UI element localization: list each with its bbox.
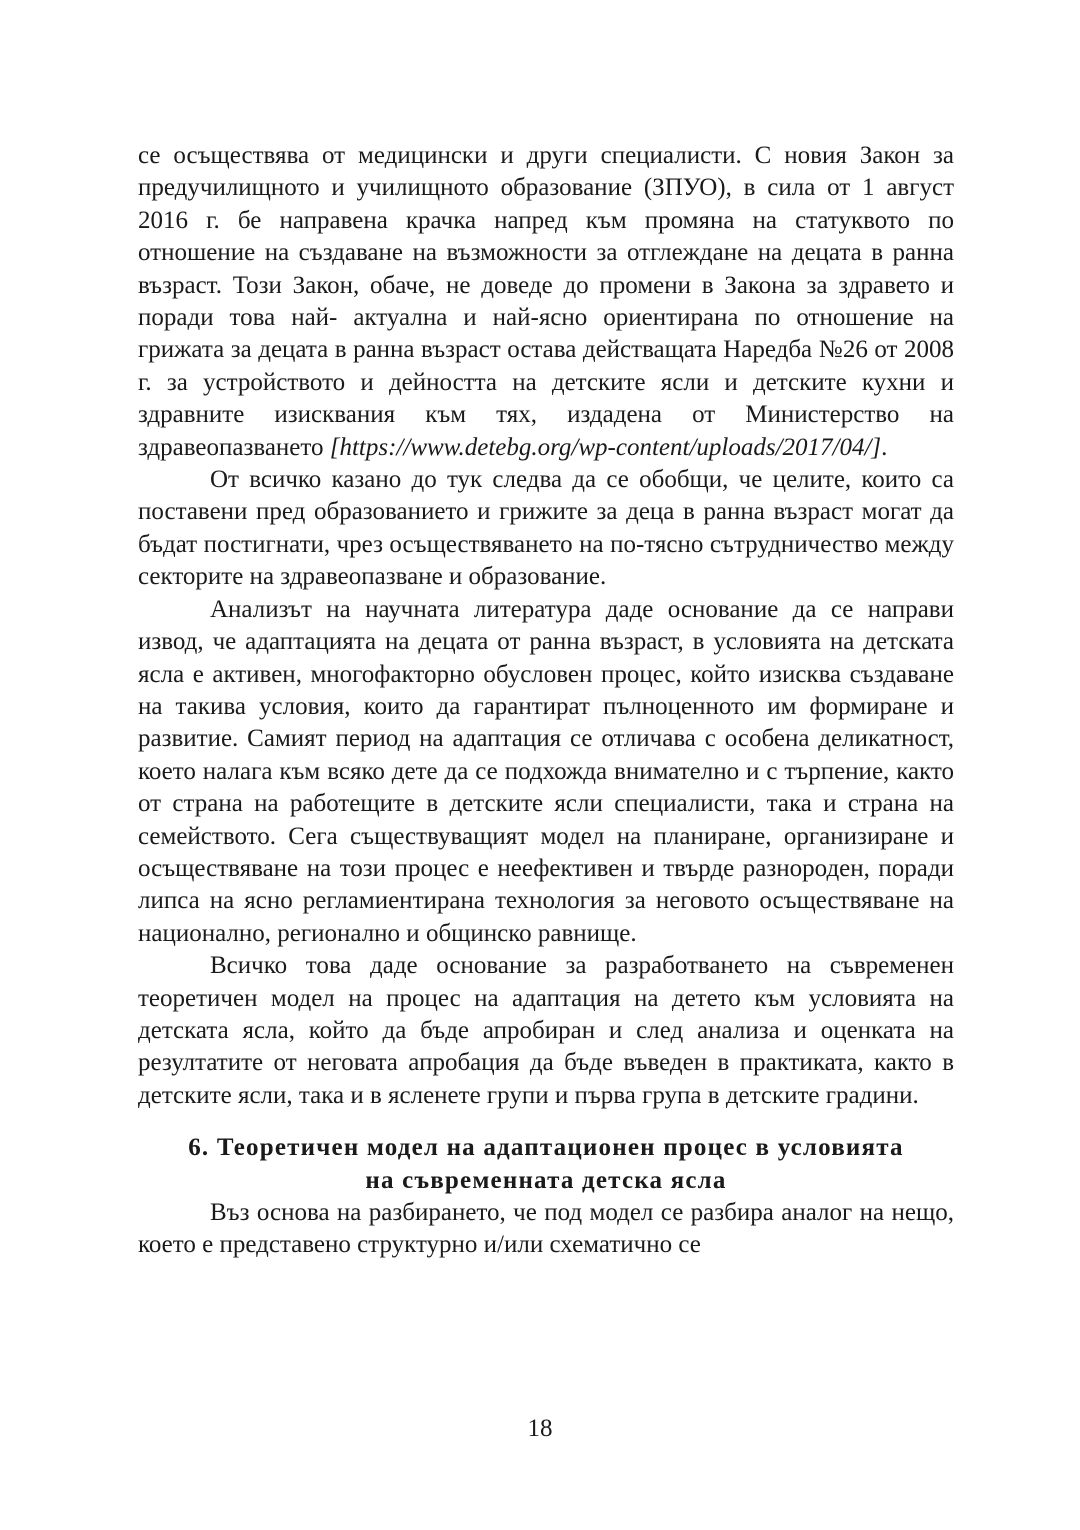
paragraph-1: [138, 140, 954, 464]
closing-paragraph: Въз основа на разбирането, че под модел се разбира аналог на нещо, което е представено структурно и/или схематично се: [138, 1199, 954, 1259]
section-heading: [138, 1132, 954, 1197]
paragraph-4: Всичко това даде основание за разработването на съвременен теоретичен модел на процес на адаптация на детето към условията на детската ясла, който да бъде апробиран и след анализа и оценката на резултатите от неговата апробация да бъде въведен в практиката, както в детските ясли, така и в ясленете групи и първа група в детските градини.: [138, 952, 954, 1109]
paragraph-1-tail: .: [881, 433, 888, 461]
paragraph-2: От всичко казано до тук следва да се обобщи, че целите, които са поставени пред образованието и грижите за деца в ранна възраст могат да бъдат постигнати, чрез осъществяването на по-тясно сътрудничество между секторите на здравеопазване и образование.: [138, 466, 954, 591]
paragraph-1-text: се осъществява от медицински и други специалисти. С новия Закон за предучилищното и училищното образование (ЗПУО), в сила от 1 август 2016 г. бе направена крачка напред към промяна на статуквото по отношение на създаване на възможности за отглеждане на децата в ранна възраст. Този Закон, обаче, не доведе до промени в Закона за здравето и поради това най- актуална и най-ясно ориентирана по отношение на грижата за децата в ранна възраст остава действащата Наредба №26 от 2008 г. за устройството и дейността на детските ясли и детските кухни и здравните изисквания към тях, издадена от Министерство на здравеопазването: [138, 142, 954, 461]
citation-link: [https://www.detebg.org/wp-content/uploads/2017/04/]: [329, 433, 882, 461]
section-heading-line-1: 6. Теоретичен модел на адаптационен процес в условията: [188, 1134, 904, 1162]
page-body: [138, 140, 954, 1262]
page-number: 18: [527, 1415, 553, 1442]
paragraph-3: Анализът на научната литература даде основание да се направи извод, че адаптацията на децата от ранна възраст, в условията на детската ясла е активен, многофакторно обусловен процес, който изисква създаване на такива условия, които да гарантират пълноценното им формиране и развитие. Самият период на адаптация се отличава с особена деликатност, което налага към всяко дете да се подхожда внимателно и с търпение, както от страна на работещите в детските ясли специалисти, така и страна на семейството. Сега съществуващият модел на планиране, организиране и осъществяване на този процес е неефективен и твърде разнороден, поради липса на ясно регламиентирана технология за неговото осъществяване на национално, регионално и общинско равнище.: [138, 595, 954, 947]
section-heading-line-2: на съвременната детска ясла: [365, 1166, 727, 1194]
